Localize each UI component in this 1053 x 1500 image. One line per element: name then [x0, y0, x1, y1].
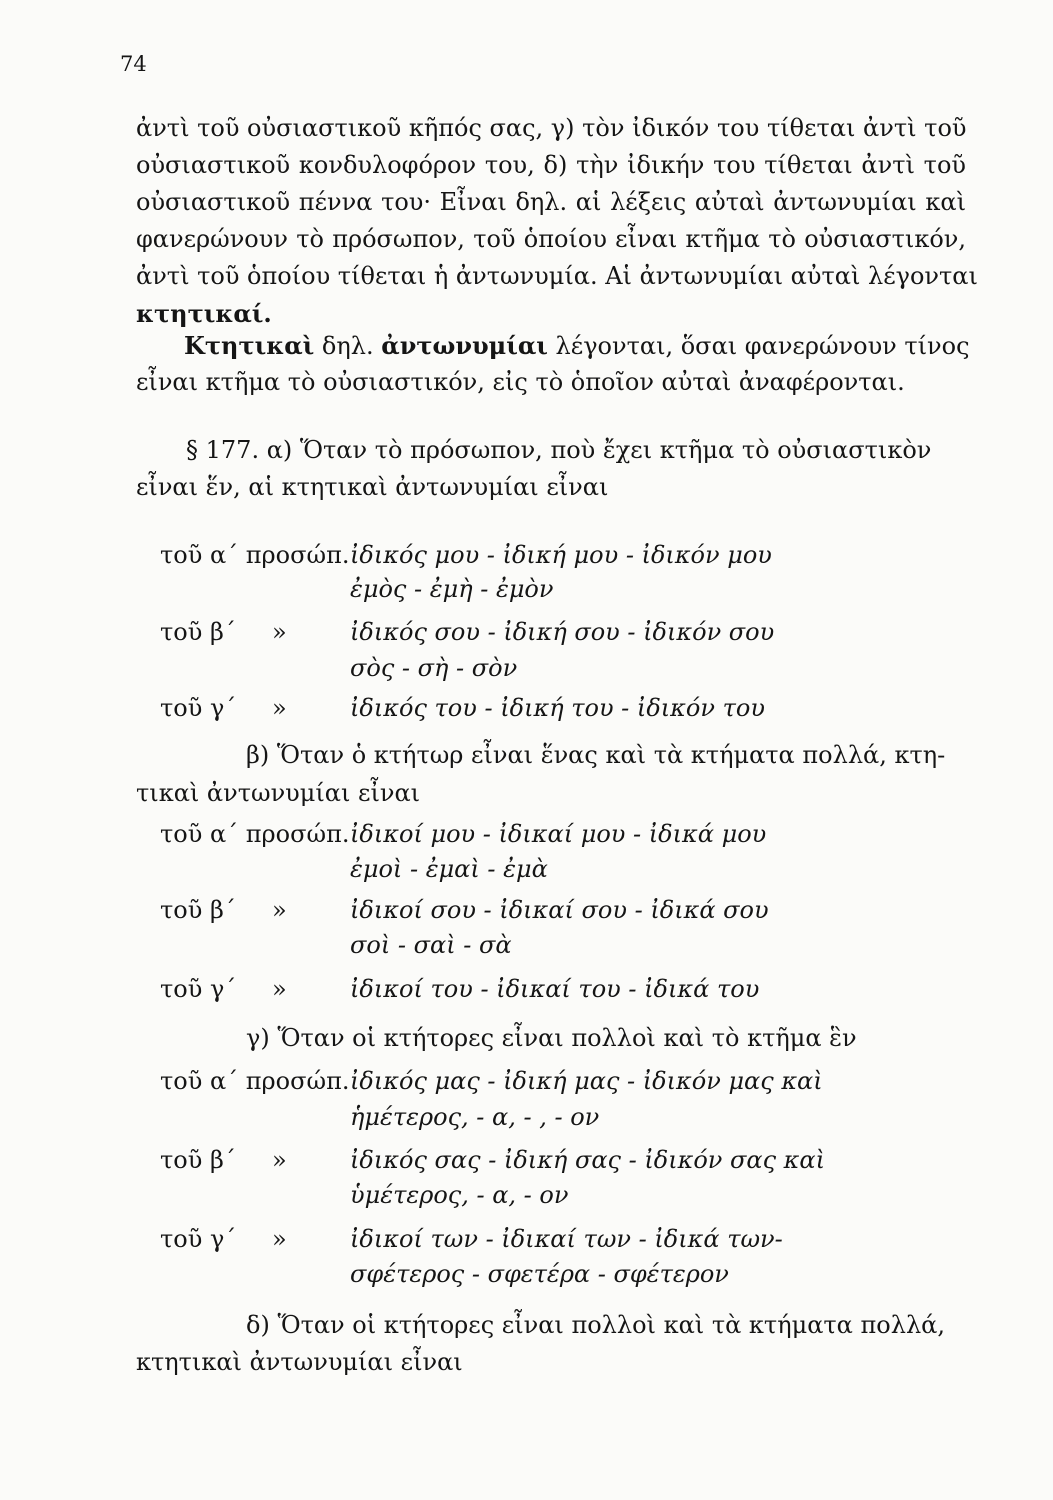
pronoun-forms: ἰδικοί του - ἰδικαί του - ἰδικά του	[350, 975, 760, 1003]
definition-term-2: ἀντωνυμίαι	[381, 331, 548, 360]
pronoun-forms: ἰδικός μας - ἰδική μας - ἰδικόν μας καὶ	[350, 1067, 823, 1095]
definition-line-2: εἶναι κτῆμα τὸ οὐσιαστικόν, εἰς τὸ ὁποῖον αὐταὶ ἀναφέρονται.	[136, 368, 905, 396]
definition-text-2: λέγονται, ὅσαι φανερώνουν τίνος	[547, 332, 970, 360]
person-label: τοῦ β΄	[160, 1146, 236, 1174]
intro-paragraph	[136, 110, 978, 332]
pronoun-forms: ὑμέτερος, - α, - ον	[350, 1181, 569, 1209]
case-d-line-1: δ) Ὅταν οἱ κτήτορες εἶναι πολλοὶ καὶ τὰ κτήματα πολλά,	[246, 1311, 945, 1339]
pronoun-forms: σφέτερος - σφετέρα - σφέτερον	[350, 1260, 729, 1288]
section-177	[136, 432, 966, 506]
definition-paragraph	[136, 327, 970, 401]
ditto-mark: »	[272, 975, 287, 1003]
page-number: 74	[120, 52, 147, 76]
definition-line-1	[136, 327, 970, 364]
person-label: τοῦ β΄	[160, 618, 236, 646]
pronoun-forms: ἰδικοί των - ἰδικαί των - ἰδικά των-	[350, 1225, 783, 1253]
text-line: οὐσιαστικοῦ κονδυλοφόρον του, δ) τὴν ἰδικήν του τίθεται ἀντὶ τοῦ	[136, 151, 966, 179]
section-177-line-1: § 177. α) Ὅταν τὸ πρόσωπον, ποὺ ἔχει κτῆμα τὸ οὐσιαστικὸν	[186, 436, 932, 464]
pronoun-forms: ἰδικός του - ἰδική του - ἰδικόν του	[350, 694, 765, 722]
pronoun-forms: ἰδικοί μου - ἰδικαί μου - ἰδικά μου	[350, 820, 767, 848]
pronoun-forms: ἐμὸς - ἐμὴ - ἐμὸν	[350, 575, 554, 603]
definition-text: δηλ.	[314, 332, 382, 360]
person-label: τοῦ γ΄	[160, 694, 237, 722]
pronoun-forms: ἰδικός σου - ἰδική σου - ἰδικόν σου	[350, 618, 775, 646]
section-177-line-2: εἶναι ἕν, αἱ κτητικαὶ ἀντωνυμίαι εἶναι	[136, 473, 609, 501]
person-label: τοῦ α΄ προσώπ.	[160, 820, 350, 848]
pronoun-forms: ἡμέτερος, - α, - , - ον	[350, 1103, 600, 1131]
definition-term: Κτητικαὶ	[184, 331, 315, 360]
text-line: ἀντὶ τοῦ οὐσιαστικοῦ κῆπός σας, γ) τὸν ἰδικόν του τίθεται ἀντὶ τοῦ	[136, 114, 967, 142]
pronoun-forms: ἰδικοί σου - ἰδικαί σου - ἰδικά σου	[350, 896, 769, 924]
ditto-mark: »	[272, 1146, 287, 1174]
ditto-mark: »	[272, 618, 287, 646]
pronoun-forms: ἰδικός σας - ἰδική σας - ἰδικόν σας καὶ	[350, 1146, 826, 1174]
person-label: τοῦ α΄ προσώπ.	[160, 1067, 350, 1095]
person-label: τοῦ β΄	[160, 896, 236, 924]
pronoun-forms: ἐμοὶ - ἐμαὶ - ἐμὰ	[350, 855, 548, 883]
person-label: τοῦ γ΄	[160, 975, 237, 1003]
pronoun-forms: ἰδικός μου - ἰδική μου - ἰδικόν μου	[350, 541, 772, 569]
text-line: φανερώνουν τὸ πρόσωπον, τοῦ ὁποίου εἶναι κτῆμα τὸ οὐσιαστικόν,	[136, 225, 966, 253]
ditto-mark: »	[272, 1225, 287, 1253]
case-b-line-1: β) Ὅταν ὁ κτήτωρ εἶναι ἕνας καὶ τὰ κτήματα πολλά, κτη-	[246, 741, 946, 769]
text-line: οὐσιαστικοῦ πέννα του· Εἶναι δηλ. αἱ λέξεις αὐταὶ ἀντωνυμίαι καὶ	[136, 188, 966, 216]
case-b-line-2: τικαὶ ἀντωνυμίαι εἶναι	[136, 779, 421, 807]
ditto-mark: »	[272, 896, 287, 924]
person-label: τοῦ γ΄	[160, 1225, 237, 1253]
text-line: ἀντὶ τοῦ ὁποίου τίθεται ἡ ἀντωνυμία. Αἱ ἀντωνυμίαι αὐταὶ λέγονται	[136, 262, 978, 290]
case-c-line-1: γ) Ὅταν οἱ κτήτορες εἶναι πολλοὶ καὶ τὸ κτῆμα ἓν	[246, 1024, 857, 1052]
pronoun-forms: σοὶ - σαὶ - σὰ	[350, 931, 512, 959]
person-label: τοῦ α΄ προσώπ.	[160, 541, 350, 569]
ditto-mark: »	[272, 694, 287, 722]
pronoun-forms: σὸς - σὴ - σὸν	[350, 654, 518, 682]
case-d-line-2: κτητικαὶ ἀντωνυμίαι εἶναι	[136, 1348, 463, 1376]
bold-term: κτητικαί.	[136, 299, 272, 328]
